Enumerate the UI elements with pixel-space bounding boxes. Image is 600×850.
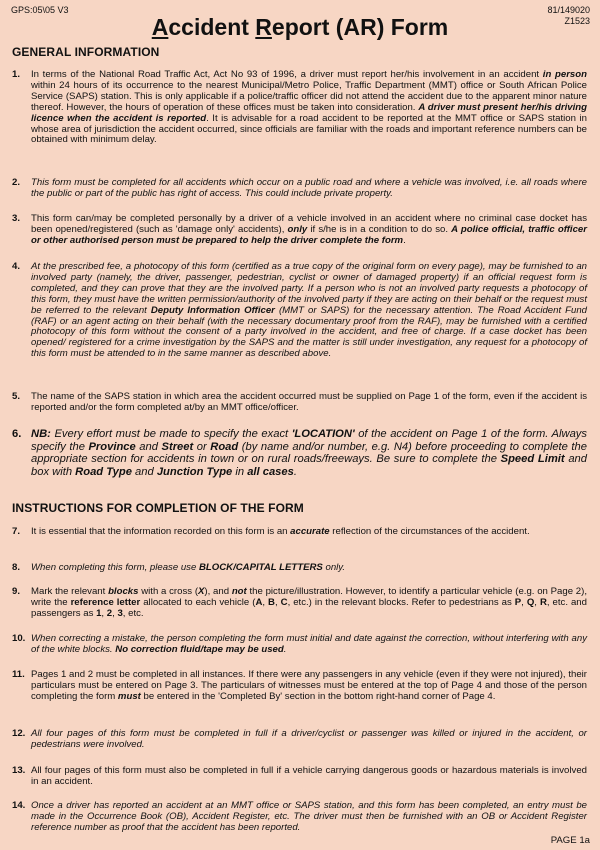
general-item-4: 4. At the prescribed fee, a photocopy of this form (certified as a true copy of the original form on every page), may be furnished to an involved party (namely, the driver, passenger, pedestrian, cyclist or owner of damaged property) if an official request form is completed, and they can prove that they are the involved party. If a person who is not an involved party requests a photocopy of this form, they must have the written permission/authority of the involved party if they are acting on their behalf or the request must be referred to the relevant Deputy Information Officer (MMT or SAPS) for the necessary attention. The Road Accident Fund (RAF) or an agent acting on their behalf (with the necessary documentary proof from the RAF), may be furnished with a certified photocopy of this form without the consent of a party involved in the accident, and free of charge. If a case docket has been opened/ registered for a crime investigation by the SAPS and the matter is still under investigation, any request for a photocopy of this form must be attended to in the same manner as described above.	[12, 261, 588, 360]
instruction-item-8: 8. When completing this form, please use BLOCK/CAPITAL LETTERS only.	[12, 562, 346, 573]
instruction-item-13: 13. All four pages of this form must also be completed in full if a vehicle carrying dangerous goods or hazardous materials is involved in an accident.	[12, 765, 587, 787]
general-item-6: 6. NB: Every effort must be made to specify the exact 'LOCATION' of the accident on Page 1 of the form. Always specify the Province and Street or Road (by name and/or number, e.g. N4) before proceeding to complete the appropriate section for accidents in town or on rural roads/freeways. Be sure to complete the Speed Limit and box with Road Type and Junction Type in all cases.	[12, 428, 588, 478]
reference-number: 81/149020	[547, 5, 590, 15]
form-code: GPS:05\05 V3	[11, 5, 69, 15]
general-item-5: 5. The name of the SAPS station in which area the accident occurred must be supplied on Page 1 of the form, even if the accident is reported and/or the form completed at/by an MMT office/officer.	[12, 391, 587, 413]
page-title: Accident Report (AR) Form	[151, 14, 449, 40]
instruction-item-7: 7. It is essential that the information recorded on this form is an accurate reflection of the circumstances of the accident.	[12, 526, 530, 537]
instruction-item-9: 9. Mark the relevant blocks with a cross (X), and not the picture/illustration. However, to identify a particular vehicle (e.g. on Page 2), write the reference letter allocated to each vehicle (A, B, C, etc.) in the relevant blocks. Refer to pedestrians as P, Q, R, etc. and passengers as 1, 2, 3, etc.	[12, 586, 587, 619]
reference-code: Z1523	[564, 16, 590, 26]
instruction-item-11: 11. Pages 1 and 2 must be completed in all instances. If there were any passengers in any vehicle (even if they were not injured), their particulars must be entered on Page 3. The particulars of witnesses must be entered at the top of Page 4 and those of the person completing the form must be entered in the 'Completed By' section in the bottom right-hand corner of Page 4.	[12, 669, 587, 702]
instruction-item-10: 10. When correcting a mistake, the person completing the form must initial and date against the correction, without interfering with any of the white blocks. No correction fluid/tape may be used.	[12, 633, 587, 655]
general-item-1: 1. In terms of the National Road Traffic Act, Act No 93 of 1996, a driver must report her/his involvement in an accident in person within 24 hours of its occurrence to the nearest Municipal/Metro Police, Traffic Department (MMT) office or South African Police Service (SAPS) station. This is only applicable if a police/traffic officer did not attend the accident due to the apparent minor nature thereof. However, the hours of operation of these offices must be taken into consideration. A driver must present her/his driving licence when the accident is reported. It is advisable for a road accident to be reported at the MMT office or SAPS station in whose area of jurisdiction the accident occurred, since officials are familiar with the roads and important reference numbers can be obtained with minimum delay.	[12, 69, 588, 146]
general-information-heading: GENERAL INFORMATION	[12, 45, 160, 59]
general-item-2: 2. This form must be completed for all accidents which occur on a public road and where a vehicle was involved, i.e. all roads where the public or part of the public has right of access. This could include private property.	[12, 177, 587, 199]
general-item-3: 3. This form can/may be completed personally by a driver of a vehicle involved in an accident where no criminal case docket has been opened/registered (such as 'damage only' accidents), only if s/he is in a condition to do so. A police official, traffic officer or other authorised person must be prepared to help the driver complete the form.	[12, 213, 587, 246]
instruction-item-14: 14. Once a driver has reported an accident at an MMT office or SAPS station, and this form has been completed, an entry must be made in the Occurrence Book (OB), Accident Register, etc. The driver must then be furnished with an OB or Accident Register reference number as proof that the accident has been reported.	[12, 800, 587, 833]
page-number: PAGE 1a	[550, 835, 590, 846]
instructions-heading: INSTRUCTIONS FOR COMPLETION OF THE FORM	[12, 501, 304, 515]
instruction-item-12: 12. All four pages of this form must be completed in full if a driver/cyclist or passenger was killed or injured in the accident, or pedestrians were involved.	[12, 728, 587, 750]
